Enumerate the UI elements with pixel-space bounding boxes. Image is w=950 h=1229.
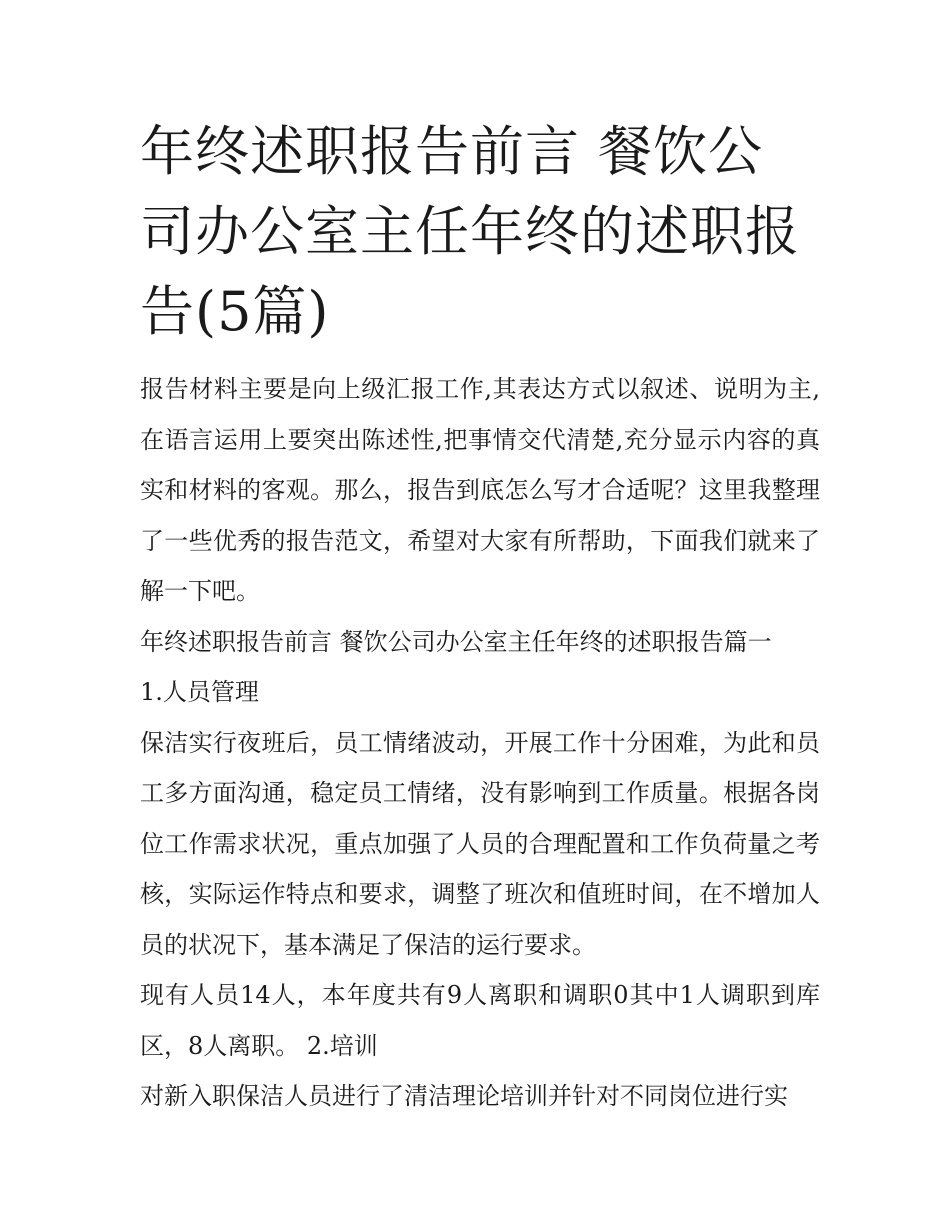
body-paragraph: 现有人员14人，本年度共有9人离职和调职0其中1人调职到库区，8人离职。 2.培训 (140, 981, 820, 1060)
section-heading: 年终述职报告前言 餐饮公司办公室主任年终的述职报告篇一 (140, 627, 772, 656)
subheading-personnel: 1.人员管理 (140, 678, 259, 706)
body-paragraph: 对新入职保洁人员进行了清洁理论培训并针对不同岗位进行实 (140, 1082, 788, 1110)
intro-paragraph: 报告材料主要是向上级汇报工作,其表达方式以叙述、说明为主,在语言运用上要突出陈述性,把事情交代清楚,充分显示内容的真实和材料的客观。那么，报告到底怎么写才合适呢？这里我整理了一些优秀的报告范文，希望对大家有所帮助，下面我们就来了解一下吧。 (140, 375, 820, 605)
document-body (140, 112, 820, 1122)
document-title: 年终述职报告前言 餐饮公司办公室主任年终的述职报告(5篇) (140, 120, 800, 343)
body-paragraph: 保洁实行夜班后，员工情绪波动，开展工作十分困难，为此和员工多方面沟通，稳定员工情绪，没有影响到工作质量。根据各岗位工作需求状况，重点加强了人员的合理配置和工作负荷量之考核，实际运作特点和要求，调整了班次和值班时间，在不增加人员的状况下，基本满足了保洁的运行要求。 (140, 728, 820, 959)
